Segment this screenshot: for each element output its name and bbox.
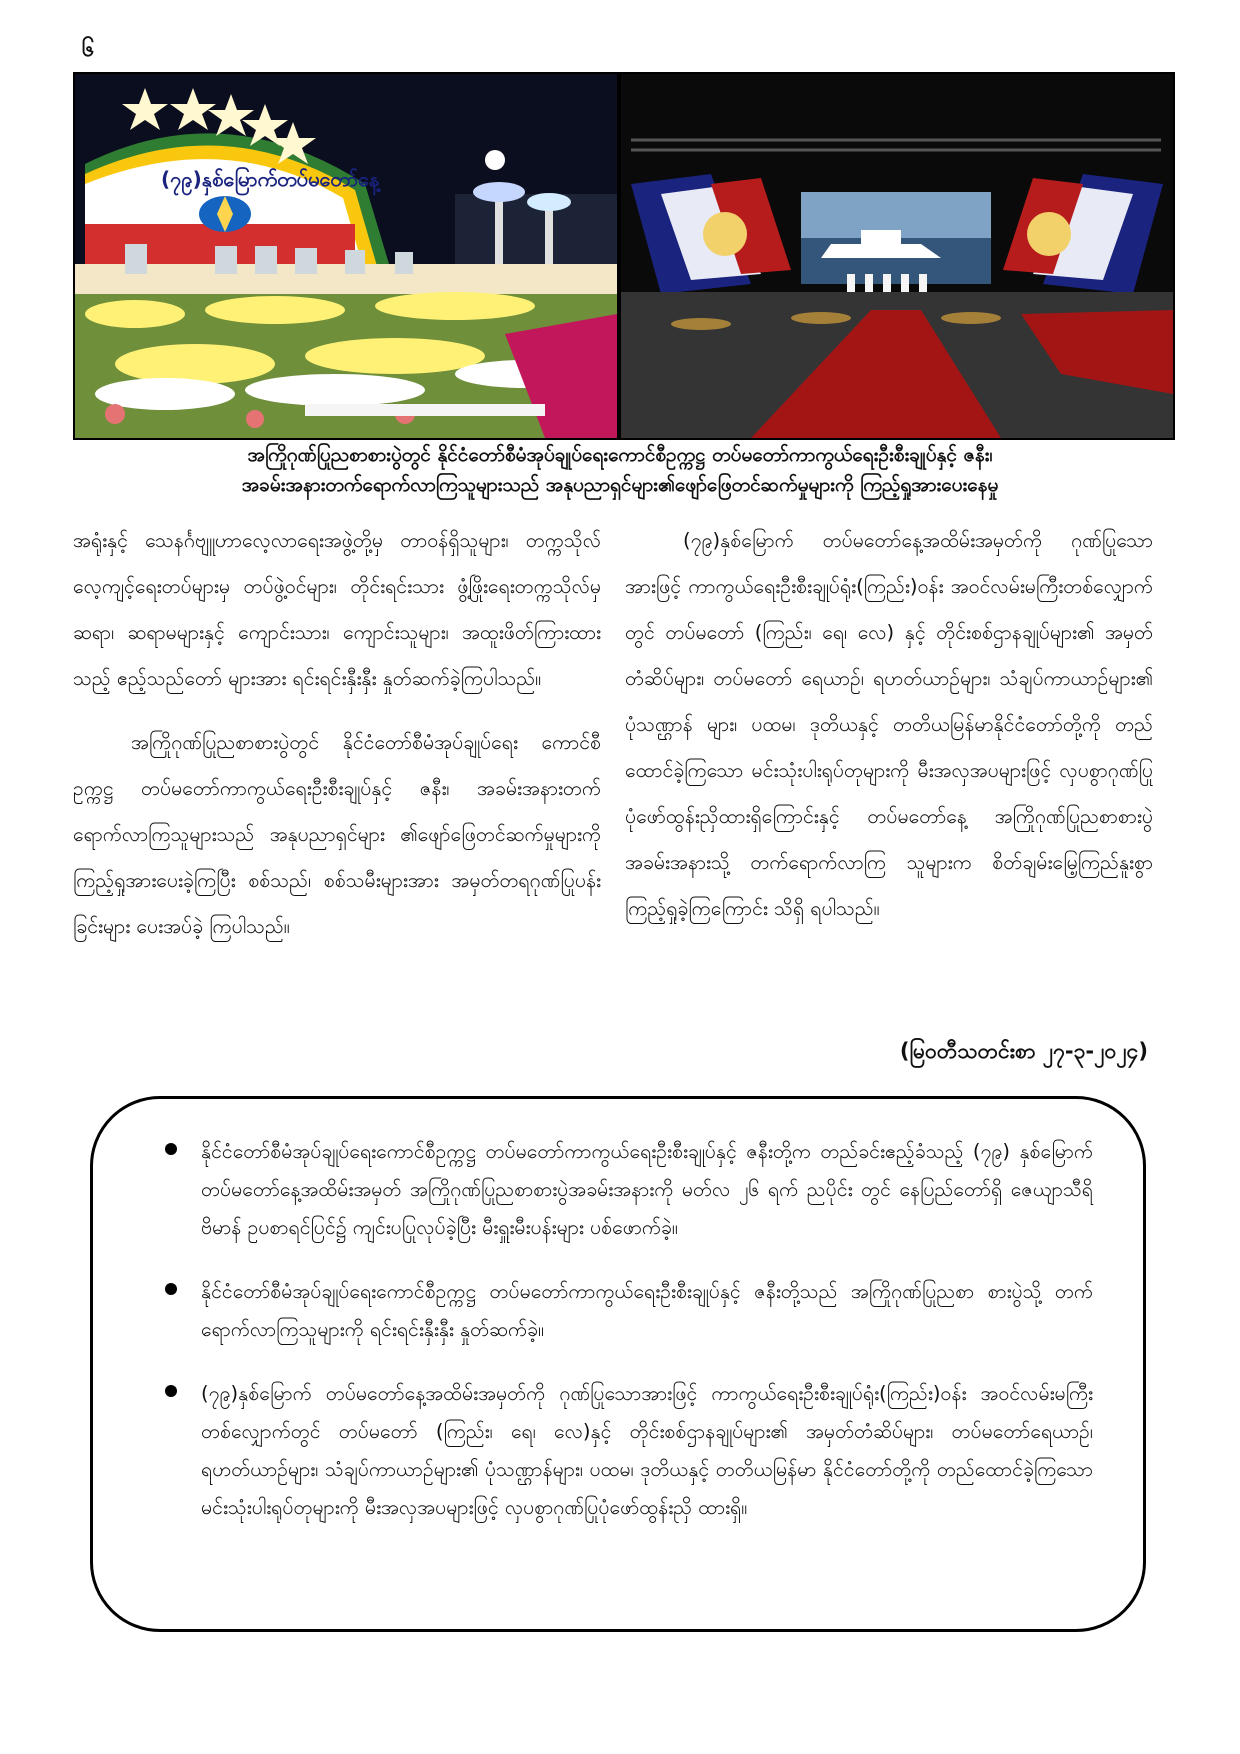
article-right-column (625, 518, 1153, 950)
bullet-dot-icon (165, 1283, 177, 1295)
summary-bullet-text: (၇၉)နှစ်မြောက် တပ်မတော်နေ့အထိမ်းအမှတ်ကို ဂုဏ်ပြုသောအားဖြင့် ကာကွယ်ရေးဦးစီးချုပ်ရုံး(ကြည်း)ဝန်း အဝင်လမ်းမကြီးတစ်လျှောက်တွင် တပ်မတော် (ကြည်း၊ ရေ၊ လေ)နှင့် တိုင်းစစ်ဌာနချုပ်များ၏ အမှတ်တံဆိပ်များ၊ တပ်မတော်ရေယာဉ်၊ ရဟတ်ယာဉ်များ၊ သံချပ်ကာယာဉ်များ၏ ပုံသဏ္ဌာန်များ၊ ပထမ၊ ဒုတိယနှင့် တတိယမြန်မာ နိုင်ငံတော်တို့ကို တည်ထောင်ခဲ့ကြသော မင်းသုံးပါးရုပ်တုများကို မီးအလှအပများဖြင့် လှပစွာဂုဏ်ပြုပုံဖော်ထွန်းညှိ ထားရှိ။ (201, 1382, 1093, 1519)
photo-caption (90, 440, 1150, 500)
caption-line-1: အကြိုဂုဏ်ပြုညစာစားပွဲတွင် နိုင်ငံတော်စီမံအုပ်ချုပ်ရေးကောင်စီဥက္ကဋ္ဌ တပ်မတော်ကာကွယ်ရေးဦးစီးချုပ်နှင့် ဇနီး၊ (247, 444, 993, 466)
dinner-ceremony-photo (75, 74, 617, 438)
summary-bullet-text: နိုင်ငံတော်စီမံအုပ်ချုပ်ရေးကောင်စီဥက္ကဋ္ဌ တပ်မတော်ကာကွယ်ရေးဦးစီးချုပ်နှင့် ဇနီးတို့က တည်ခင်းဧည့်ခံသည့် (၇၉) နှစ်မြောက် တပ်မတော်နေ့အထိမ်းအမှတ် အကြိုဂုဏ်ပြုညစာစားပွဲအခမ်းအနားကို မတ်လ ၂၆ ရက် ညပိုင်း တွင် နေပြည်တော်ရှိ ဇေယျာသီရိဗိမာန် ဥပစာရင်ပြင်၌ ကျင်းပပြုလုပ်ခဲ့ပြီး မီးရှူးမီးပန်းများ ပစ်ဖောက်ခဲ့။ (201, 1140, 1093, 1239)
bullet-dot-icon (165, 1385, 177, 1397)
caption-line-2: အခမ်းအနားတက်ရောက်လာကြသူများသည် အနုပညာရှင်များ၏ဖျော်ဖြေတင်ဆက်မှုများကို ကြည့်ရှုအားပေးနေမှု (241, 474, 999, 496)
summary-bullet (143, 1273, 1093, 1349)
summary-box (90, 1096, 1146, 1632)
summary-bullet (143, 1375, 1093, 1527)
summary-bullet-list (93, 1099, 1143, 1527)
photo-strip (73, 72, 1175, 440)
stage-performance-photo (621, 74, 1173, 438)
summary-bullet (143, 1133, 1093, 1247)
left-paragraph-1: အရုံးနှင့် သေနင်္ဂဗျူဟာလေ့လာရေးအဖွဲ့တို့မှ တာဝန်ရှိသူများ၊ တက္ကသိုလ်လေ့ကျင့်ရေးတပ်များမှ တပ်ဖွဲ့ဝင်များ၊ တိုင်းရင်းသား ဖွံ့ဖြိုးရေးတက္ကသိုလ်မှ ဆရာ၊ ဆရာမများနှင့် ကျောင်းသား၊ ကျောင်းသူများ၊ အထူးဖိတ်ကြားထားသည့် ဧည့်သည်တော် များအား ရင်းရင်းနှီးနှီး နှုတ်ဆက်ခဲ့ကြပါသည်။ (73, 529, 601, 690)
banner-text: (၇၉)နှစ်မြောက်တပ်မတော်နေ့ (161, 167, 380, 191)
article-left-column (73, 518, 601, 968)
left-paragraph-2: အကြိုဂုဏ်ပြုညစာစားပွဲတွင် နိုင်ငံတော်စီမံအုပ်ချုပ်ရေး ကောင်စီဥက္ကဋ္ဌ တပ်မတော်ကာကွယ်ရေးဦးစီးချုပ်နှင့် ဇနီး၊ အခမ်းအနားတက်ရောက်လာကြသူများသည် အနုပညာရှင်များ ၏ဖျော်ဖြေတင်ဆက်မှုများကို ကြည့်ရှုအားပေးခဲ့ကြပြီး စစ်သည်၊ စစ်သမီးများအား အမှတ်တရဂုဏ်ပြုပန်းခြင်းများ ပေးအပ်ခဲ့ ကြပါသည်။ (73, 731, 601, 938)
summary-bullet-text: နိုင်ငံတော်စီမံအုပ်ချုပ်ရေးကောင်စီဥက္ကဋ္ဌ တပ်မတော်ကာကွယ်ရေးဦးစီးချုပ်နှင့် ဇနီးတို့သည် အကြိုဂုဏ်ပြုညစာ စားပွဲသို့ တက်ရောက်လာကြသူများကို ရင်းရင်းနှီးနှီး နှုတ်ဆက်ခဲ့။ (201, 1280, 1093, 1341)
news-source: (မြဝတီသတင်းစာ ၂၇-၃-၂၀၂၄) (899, 1039, 1148, 1063)
bullet-dot-icon (165, 1143, 177, 1155)
page-number: ၆ (82, 37, 95, 62)
right-paragraph-1: (၇၉)နှစ်မြောက် တပ်မတော်နေ့အထိမ်းအမှတ်ကို ဂုဏ်ပြုသောအားဖြင့် ကာကွယ်ရေးဦးစီးချုပ်ရုံး(ကြည်း)ဝန်း အဝင်လမ်းမကြီးတစ်လျှောက်တွင် တပ်မတော် (ကြည်း၊ ရေ၊ လေ) နှင့် တိုင်းစစ်ဌာနချုပ်များ၏ အမှတ်တံဆိပ်များ၊ တပ်မတော် ရေယာဉ်၊ ရဟတ်ယာဉ်များ၊ သံချပ်ကာယာဉ်များ၏ ပုံသဏ္ဌာန် များ၊ ပထမ၊ ဒုတိယနှင့် တတိယမြန်မာနိုင်ငံတော်တို့ကို တည် ထောင်ခဲ့ကြသော မင်းသုံးပါးရုပ်တုများကို မီးအလှအပများဖြင့် လှပစွာဂုဏ်ပြုပုံဖော်ထွန်းညှိထားရှိကြောင်းနှင့် တပ်မတော်နေ့ အကြိုဂုဏ်ပြုညစာစားပွဲအခမ်းအနားသို့ တက်ရောက်လာကြ သူများက စိတ်ချမ်းမြေ့ကြည်နူးစွာ ကြည့်ရှုခဲ့ကြကြောင်း သိရှိ ရပါသည်။ (625, 529, 1153, 920)
